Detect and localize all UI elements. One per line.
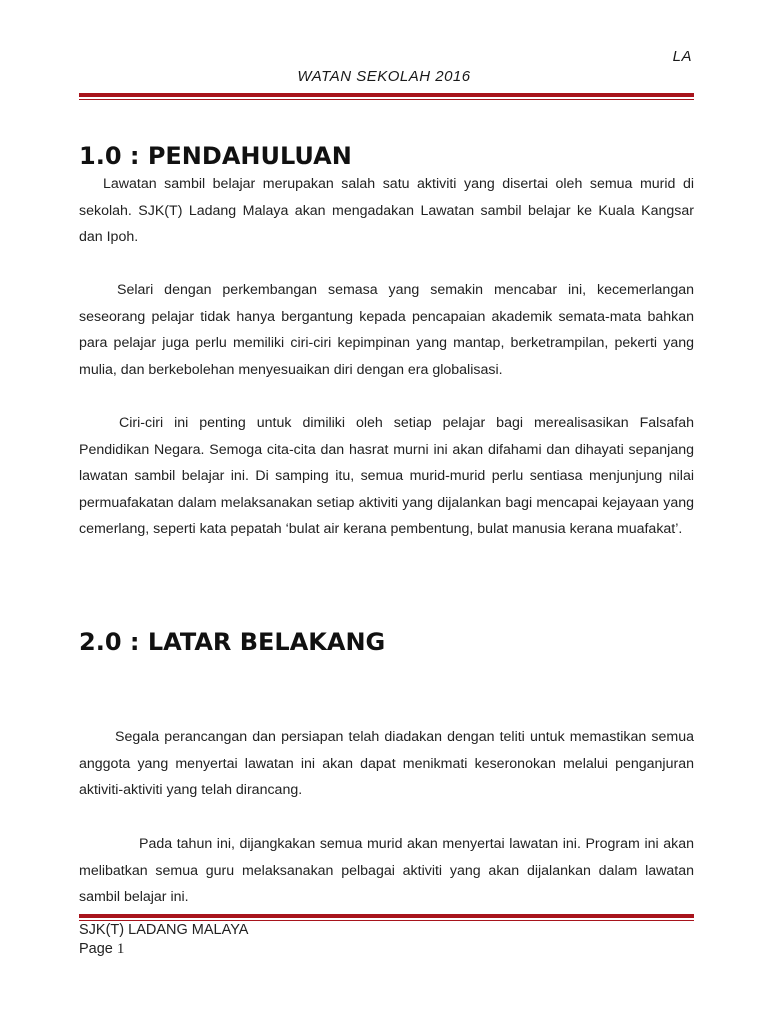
section-2-heading: 2.0 : LATAR BELAKANG xyxy=(79,628,386,656)
section-2-paragraph-1: Segala perancangan dan persiapan telah diadakan dengan teliti untuk memastikan semua anggota yang menyertai lawatan ini akan dapat menikmati keseronokan melalui penganjuran aktiviti-aktiviti yang telah dirancang. xyxy=(79,729,694,798)
footer-page-label: Page xyxy=(79,941,113,957)
section-1-paragraph-2: Selari dengan perkembangan semasa yang semakin mencabar ini, kecemerlangan seseorang pelajar tidak hanya bergantung kepada pencapaian akademik semata-mata bahkan para pelajar juga perlu memiliki ciri-ciri kepimpinan yang mantap, berketrampilan, pekerti yang mulia, dan berkebolehan menyesuaikan diri dengan era globalisasi. xyxy=(79,282,694,378)
footer-page-number: 1 xyxy=(116,941,125,957)
footer-page-indicator xyxy=(79,941,124,958)
section-2-paragraph-2: Pada tahun ini, dijangkakan semua murid akan menyertai lawatan ini. Program ini akan melibatkan semua guru melaksanakan pelbagai aktiviti yang akan dijalankan dalam lawatan sambil belajar ini. xyxy=(79,836,694,905)
header-title: WATAN SEKOLAH 2016 xyxy=(297,68,471,85)
header-right-text: LA xyxy=(672,48,692,65)
footer-school-name: SJK(T) LADANG MALAYA xyxy=(79,922,249,938)
header-divider xyxy=(79,93,694,100)
section-1-heading: 1.0 : PENDAHULUAN xyxy=(79,142,352,170)
footer-divider xyxy=(79,914,694,921)
section-1-paragraph-1: Lawatan sambil belajar merupakan salah satu aktiviti yang disertai oleh semua murid di sekolah. SJK(T) Ladang Malaya akan mengadakan Lawatan sambil belajar ke Kuala Kangsar dan Ipoh. xyxy=(79,176,694,245)
section-1-paragraph-3: Ciri-ciri ini penting untuk dimiliki oleh setiap pelajar bagi merealisasikan Falsafah Pendidikan Negara. Semoga cita-cita dan hasrat murni ini akan difahami dan dihayati sepanjang lawatan sambil belajar ini. Di samping itu, semua murid-murid perlu sentiasa menjunjung nilai permuafakatan dalam melaksanakan setiap aktiviti yang dijalankan bagi mencapai kejayaan yang cemerlang, seperti kata pepatah ‘bulat air kerana pembentung, bulat manusia kerana muafakat’. xyxy=(79,415,694,537)
